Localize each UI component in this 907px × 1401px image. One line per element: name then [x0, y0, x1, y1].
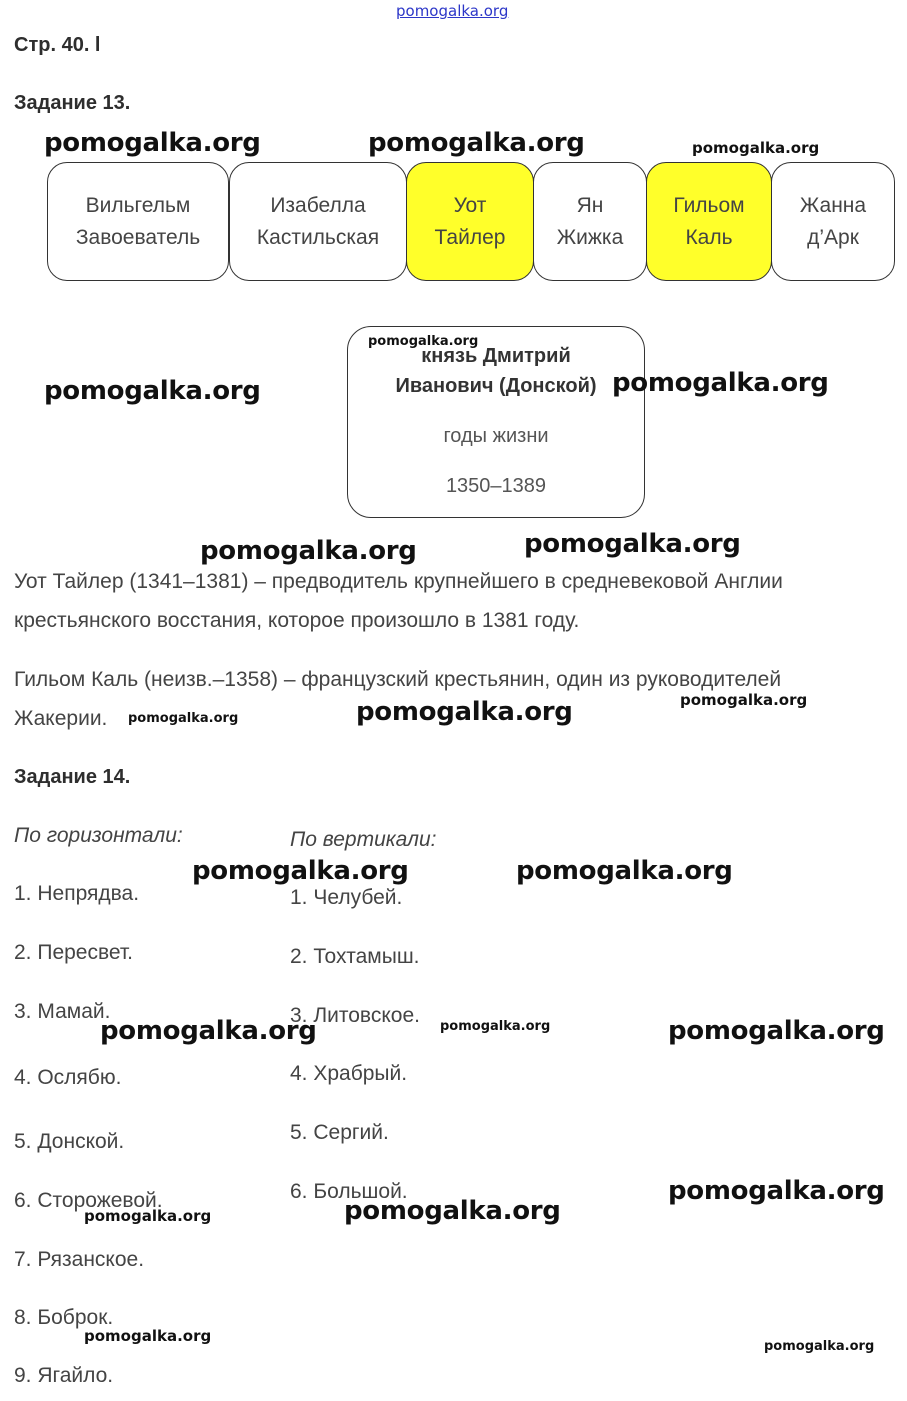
watermark: pomogalka.org — [192, 856, 409, 886]
card-line: Жижка — [556, 225, 624, 249]
watermark: pomogalka.org — [128, 711, 239, 726]
paragraph-tyler-line2: крестьянского восстания, которое произошло в 1381 году. — [14, 609, 580, 632]
watermark: pomogalka.org — [84, 1207, 212, 1225]
watermark: pomogalka.org — [368, 128, 585, 158]
card-line: д’Арк — [807, 225, 859, 249]
watermark: pomogalka.org — [764, 1339, 875, 1354]
vertical-title: По вертикали: — [290, 828, 437, 851]
vertical-item: 1. Челубей. — [290, 886, 403, 909]
card-guillaume-cale — [646, 162, 772, 281]
top-watermark-link[interactable]: pomogalka.org — [396, 2, 509, 20]
horizontal-item: 6. Сторожевой. — [14, 1189, 163, 1212]
vertical-item: 5. Сергий. — [290, 1121, 389, 1144]
watermark: pomogalka.org — [356, 697, 573, 727]
card-jan-zizka — [533, 162, 647, 281]
page-reference: Стр. 40. l — [14, 34, 101, 56]
card-isabella — [229, 162, 407, 281]
card-line: Гильом — [673, 193, 745, 217]
horizontal-item: 3. Мамай. — [14, 1000, 111, 1023]
watermark: pomogalka.org — [612, 368, 829, 398]
horizontal-item: 1. Непрядва. — [14, 882, 140, 905]
paragraph-tyler-line1: Уот Тайлер (1341–1381) – предводитель крупнейшего в средневековой Англии — [14, 570, 783, 593]
vertical-item: 6. Большой. — [290, 1180, 408, 1203]
info-name-line1: князь Дмитрий — [421, 345, 571, 367]
watermark: pomogalka.org — [668, 1016, 885, 1046]
watermark: pomogalka.org — [692, 139, 820, 157]
card-line: Уот — [453, 193, 487, 217]
task-13-heading: Задание 13. — [14, 92, 131, 114]
info-years-value: 1350–1389 — [445, 475, 547, 497]
watermark: pomogalka.org — [368, 334, 479, 349]
watermark: pomogalka.org — [668, 1176, 885, 1206]
vertical-item: 4. Храбрый. — [290, 1062, 408, 1085]
dmitry-donskoy-box — [347, 326, 645, 518]
watermark: pomogalka.org — [440, 1019, 551, 1034]
card-line: Кастильская — [256, 225, 380, 249]
card-wilhelm — [47, 162, 229, 281]
watermark: pomogalka.org — [84, 1327, 212, 1345]
watermark: pomogalka.org — [44, 128, 261, 158]
paragraph-cale-line2: Жакерии. — [14, 707, 108, 730]
card-line: Завоеватель — [75, 225, 201, 249]
card-line: Жанна — [799, 193, 867, 217]
watermark: pomogalka.org — [524, 529, 741, 559]
card-line: Каль — [685, 225, 733, 249]
card-wat-tyler — [406, 162, 534, 281]
watermark: pomogalka.org — [44, 376, 261, 406]
vertical-item: 3. Литовское. — [290, 1004, 420, 1027]
watermark: pomogalka.org — [680, 691, 808, 709]
info-years-label: годы жизни — [443, 425, 549, 447]
card-line: Ян — [576, 193, 604, 217]
horizontal-item: 8. Боброк. — [14, 1306, 114, 1329]
info-name-line2: Иванович (Донской) — [395, 375, 597, 397]
horizontal-title: По горизонтали: — [14, 824, 183, 847]
task-14-heading: Задание 14. — [14, 766, 131, 788]
watermark: pomogalka.org — [100, 1016, 317, 1046]
watermark: pomogalka.org — [344, 1196, 561, 1226]
horizontal-item: 7. Рязанское. — [14, 1248, 145, 1271]
watermark: pomogalka.org — [200, 536, 417, 566]
horizontal-item: 2. Пересвет. — [14, 941, 134, 964]
horizontal-item: 4. Ослябю. — [14, 1066, 122, 1089]
horizontal-item: 5. Донской. — [14, 1130, 125, 1153]
card-line: Изабелла — [270, 193, 366, 217]
paragraph-cale-line1: Гильом Каль (неизв.–1358) – французский крестьянин, один из руководителей — [14, 668, 782, 691]
horizontal-item: 9. Ягайло. — [14, 1364, 114, 1387]
card-joan-of-arc — [771, 162, 895, 281]
card-line: Тайлер — [434, 225, 506, 249]
card-line: Вильгельм — [85, 193, 191, 217]
vertical-item: 2. Тохтамыш. — [290, 945, 420, 968]
watermark: pomogalka.org — [516, 856, 733, 886]
